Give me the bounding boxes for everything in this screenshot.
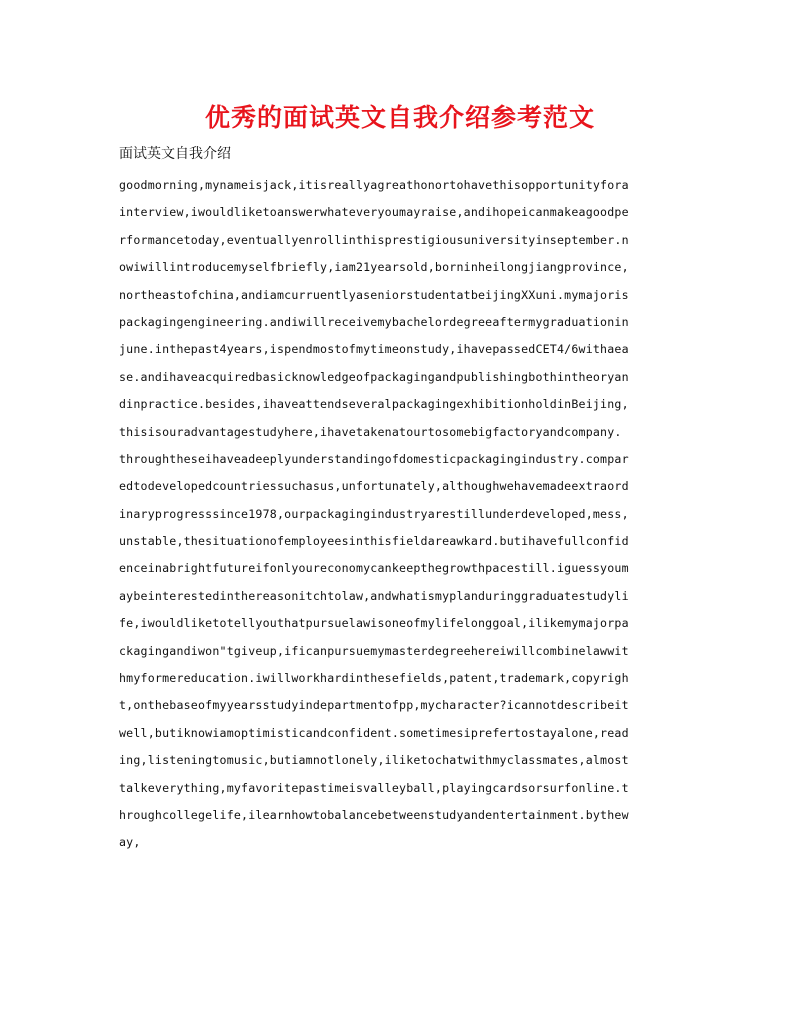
body-text-line: unstable,thesituationofemployeesinthisfieldareawkard.butihavefullconfid — [119, 534, 629, 549]
body-text-line: enceinabrightfutureifonlyoureconomycankeepthegrowthpacestill.iguessyoum — [119, 561, 629, 576]
body-text-line: fe,iwouldliketotellyouthatpursuelawisoneofmylifelonggoal,ilikemymajorpa — [119, 616, 629, 631]
body-text-line: hroughcollegelife,ilearnhowtobalancebetweenstudyandentertainment.bythew — [119, 807, 629, 822]
document-subtitle: 面试英文自我介绍 — [119, 146, 231, 162]
body-text-line: june.inthepast4years,ispendmostofmytimeonstudy,ihavepassedCET4/6withaea — [119, 342, 629, 357]
document-title: 优秀的面试英文自我介绍参考范文 — [204, 103, 595, 132]
body-text-line: goodmorning,mynameisjack,itisreallyagreathonortohavethisopportunityfora — [119, 178, 629, 192]
body-text-line: edtodevelopedcountriessuchasus,unfortunately,althoughwehavemadeextraord — [119, 479, 629, 494]
body-text-line: hmyformereducation.iwillworkhardinthesefields,patent,trademark,copyrigh — [119, 671, 629, 686]
body-text-line: dinpractice.besides,ihaveattendseveralpackagingexhibitionholdinBeijing, — [119, 397, 629, 412]
body-text-line: rformancetoday,eventuallyenrollinthisprestigiousuniversityinseptember.n — [119, 232, 629, 247]
body-text-line: northeastofchina,andiamcurruentlyaseniorstudentatbeijingXXuni.mymajoris — [119, 287, 629, 302]
body-text-line: throughtheseihaveadeeplyunderstandingofdomesticpackagingindustry.compar — [119, 451, 629, 466]
body-text-line: owiwillintroducemyselfbriefly,iam21yearsold,borninheilongjiangprovince, — [119, 260, 629, 275]
body-text-line: packagingengineering.andiwillreceivemybachelordegreeaftermygraduationin — [119, 314, 629, 329]
body-text-line: ckagingandiwon"tgiveup,ificanpursuemymasterdegreehereiwillcombinelawwit — [119, 643, 629, 658]
body-text-line: well,butiknowiamoptimisticandconfident.sometimesiprefertostayalone,read — [119, 725, 629, 740]
body-text-line: se.andihaveacquiredbasicknowledgeofpackagingandpublishingbothintheoryan — [119, 369, 629, 384]
body-text-line: ay, — [119, 835, 141, 850]
body-text-line: ing,listeningtomusic,butiamnotlonely,iliketochatwithmyclassmates,almost — [119, 753, 629, 768]
body-text-line: inaryprogresssince1978,ourpackagingindustryarestillunderdeveloped,mess, — [119, 506, 629, 521]
body-text-line: t,onthebaseofmyyearsstudyindepartmentofpp,mycharacter?icannotdescribeit — [119, 698, 629, 713]
body-text-line: aybeinterestedinthereasonitchtolaw,andwhatismyplanduringgraduatestudyli — [119, 588, 629, 603]
body-text-line: thisisouradvantagestudyhere,ihavetakenatourtosomebigfactoryandcompany. — [119, 424, 622, 439]
document-body — [119, 172, 689, 857]
body-text-line: interview,iwouldliketoanswerwhateveryoumayraise,andihopeicanmakeagoodpe — [119, 205, 629, 220]
body-text-line: talkeverything,myfavoritepastimeisvalleyball,playingcardsorsurfonline.t — [119, 780, 629, 795]
